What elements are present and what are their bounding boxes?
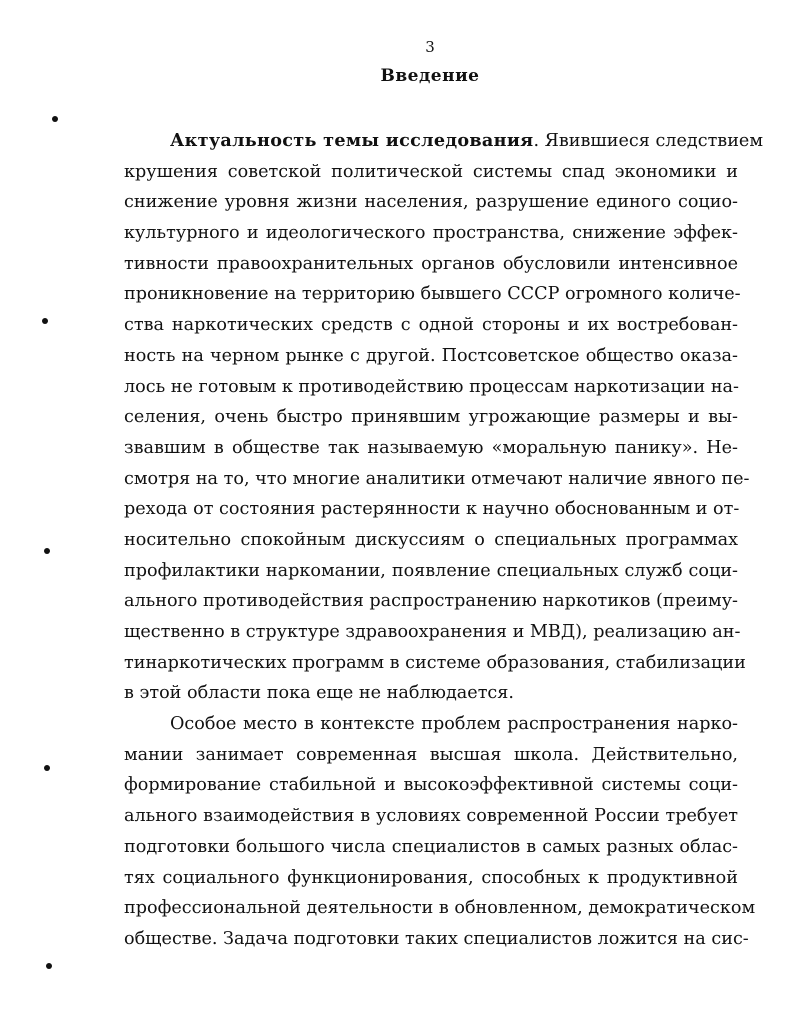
text-line: культурного и идеологического пространства, снижение эффек- bbox=[124, 223, 738, 244]
text-line: носительно спокойным дискуссиям о специальных программах bbox=[124, 529, 738, 550]
text-line: селения, очень быстро принявшим угрожающие размеры и вы- bbox=[124, 407, 738, 428]
binding-hole-mark bbox=[44, 548, 50, 554]
text-line: ства наркотических средств с одной стороны и их востребован- bbox=[124, 315, 738, 336]
text-line: снижение уровня жизни населения, разрушение единого социо- bbox=[124, 192, 738, 213]
text-line: смотря на то, что многие аналитики отмечают наличие явного пе- bbox=[124, 468, 750, 489]
text-line: ность на черном рынке с другой. Постсоветское общество оказа- bbox=[124, 345, 738, 366]
paragraph-1-first-line bbox=[124, 126, 764, 157]
text-line: мании занимает современная высшая школа. Действительно, bbox=[124, 744, 738, 765]
page-number: 3 bbox=[425, 38, 435, 56]
binding-hole-mark bbox=[44, 765, 50, 771]
text-line: ального взаимодействия в условиях современной России требует bbox=[124, 806, 738, 827]
binding-hole-mark bbox=[52, 116, 58, 122]
text-line: тях социального функционирования, способных к продуктивной bbox=[124, 867, 738, 888]
text-line: в этой области пока еще не наблюдается. bbox=[124, 683, 514, 704]
body-text bbox=[124, 126, 764, 955]
text-line: проникновение на территорию бывшего СССР огромного количе- bbox=[124, 284, 741, 305]
text-line: профилактики наркомании, появление специальных служб соци- bbox=[124, 560, 738, 581]
text-line: формирование стабильной и высокоэффективной системы соци- bbox=[124, 775, 738, 796]
binding-hole-mark bbox=[46, 963, 52, 969]
text-line: звавшим в обществе так называемую «моральную панику». Не- bbox=[124, 437, 738, 458]
text-line: лось не готовым к противодействию процессам наркотизации на- bbox=[124, 376, 739, 397]
text-line: тинаркотических программ в системе образования, стабилизации bbox=[124, 652, 746, 673]
text-line: подготовки большого числа специалистов в самых разных облас- bbox=[124, 836, 738, 857]
text-line: крушения советской политической системы спад экономики и bbox=[124, 161, 738, 182]
text-line: щественно в структуре здравоохранения и МВД), реализацию ан- bbox=[124, 622, 741, 642]
binding-hole-mark bbox=[42, 318, 48, 324]
section-heading: Введение bbox=[380, 66, 480, 86]
text-line: Особое место в контексте проблем распространения нарко- bbox=[170, 714, 738, 735]
text-line: обществе. Задача подготовки таких специалистов ложится на сис- bbox=[124, 928, 749, 949]
text-line: профессиональной деятельности в обновленном, демократическом bbox=[124, 898, 756, 919]
relevance-lead-tail: . Явившиеся следствием bbox=[533, 131, 764, 151]
relevance-lead: Актуальность темы исследования bbox=[170, 130, 534, 151]
text-line: ального противодействия распространению наркотиков (преиму- bbox=[124, 591, 738, 612]
text-line: рехода от состояния растерянности к научно обоснованным и от- bbox=[124, 499, 740, 520]
text-line: тивности правоохранительных органов обусловили интенсивное bbox=[124, 253, 738, 274]
